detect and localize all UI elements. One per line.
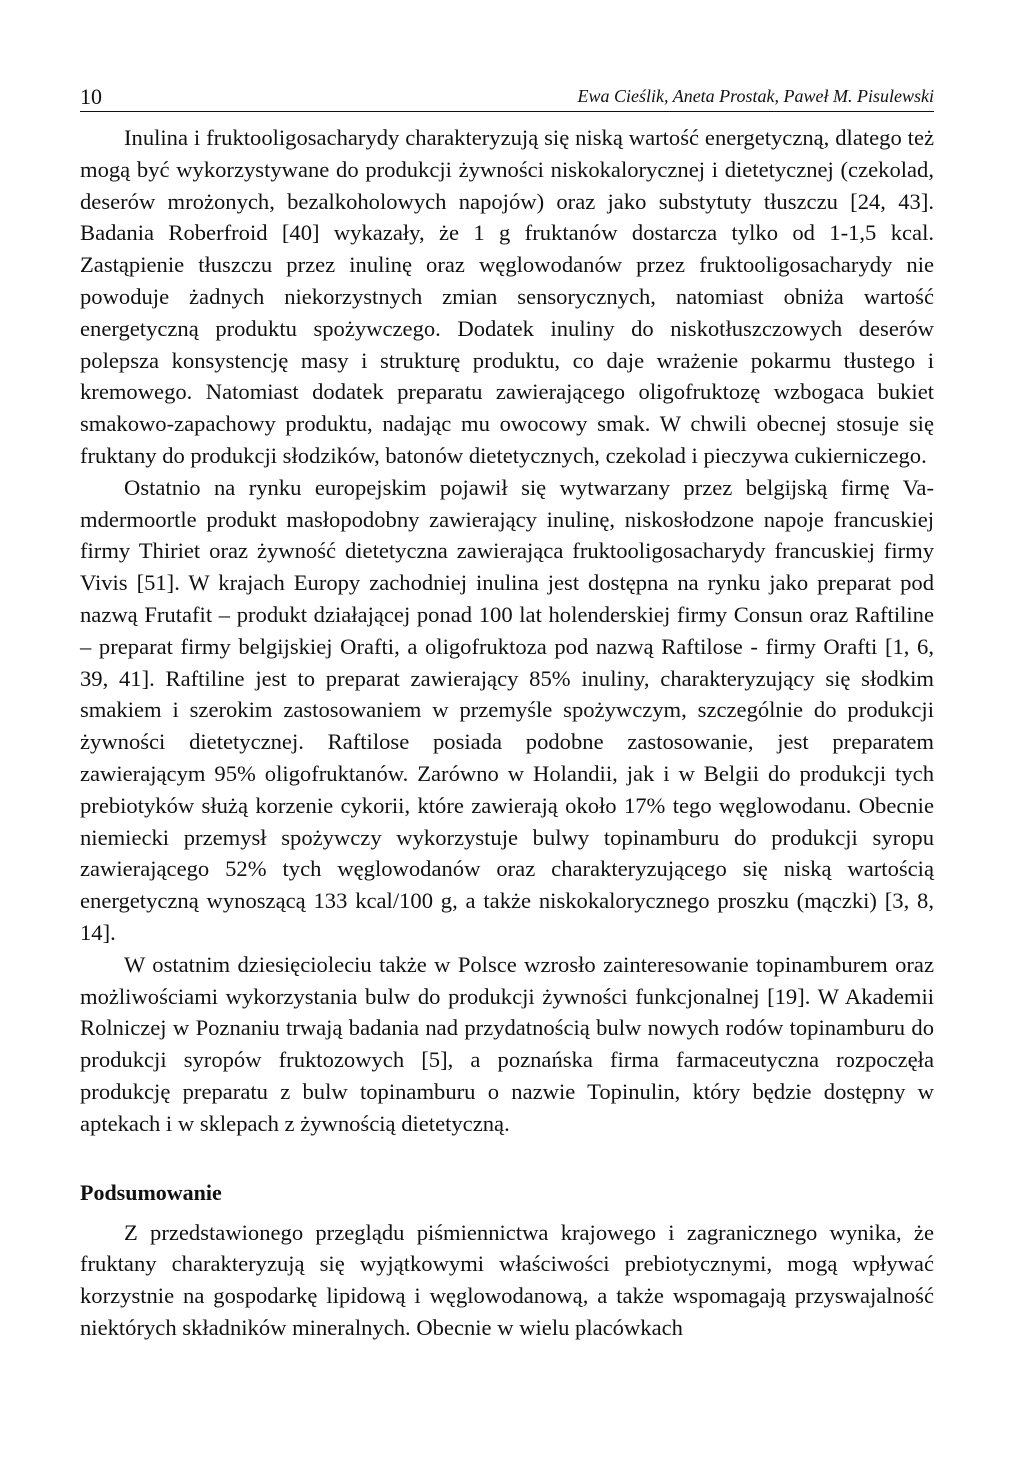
paragraph-european-market: Ostatnio na rynku europejskim pojawił się wytwarzany przez belgijską firmę Vamdermoortle produkt masłopodobny zawierający inulinę, niskosłodzone napoje francuskiej firmy Thiriet oraz żywność dietetyczna zawierająca fruktooligosacharydy francuskiej firmy Vivis [51]. W krajach Europy zachodniej inulina jest dostępna na rynku jako preparat pod nazwą Frutafit – produkt działającej ponad 100 lat holenderskiej firmy Consun oraz Raftiline – preparat firmy belgijskiej Orafti, a oligofruktoza pod nazwą Raftilose - firmy Orafti [1, 6, 39, 41]. Raftiline jest to preparat zawierający 85% inuliny, charakteryzujący się słodkim smakiem i szerokim zastosowaniem w przemyśle spożywczym, szczególnie do produkcji żywności dietetycznej. Raftilose posiada podobne zastosowanie, jest preparatem zawierającym 95% oligofruktanów. Zarówno w Holandii, jak i w Belgii do produkcji tych prebiotyków służą korzenie cykorii, które zawierają około 17% tego węglowodanu. Obecnie niemiecki przemysł spożywczy wykorzystuje bulwy topinamburu do produkcji syropu zawierającego 52% tych węglowodanów oraz charakteryzującego się niską wartością energetyczną wynoszącą 133 kcal/100 g, a także niskokalorycznego proszku (mączki) [3, 8, 14]. xyxy=(80,474,934,945)
section-heading-summary: Podsumowanie xyxy=(80,1179,222,1205)
paragraph-poland-topinambur: W ostatnim dziesięcioleciu także w Polsce wzrosło zainteresowanie topinamburem oraz możliwościami wykorzystania bulw do produkcji żywności funkcjonalnej [19]. W Akademii Rolniczej w Poznaniu trwają badania nad przydatnością bulw nowych rodów topinamburu do produkcji syropów fruktozowych [5], a poznańska firma farmaceutyczna rozpoczęła produkcję preparatu z bulw topinamburu o nazwie Topinulin, który będzie dostępny w aptekach i w sklepach z żywnością dietetyczną. xyxy=(80,951,934,1136)
paragraph-summary: Z przedstawionego przeglądu piśmiennictwa krajowego i zagranicznego wynika, że fruktany charakteryzują się wyjątkowymi właściwości prebiotycznymi, mogą wpływać korzystnie na gospodarkę lipidową i węglowodanową, a także wspomagają przyswajalność niektórych składników mineralnych. Obecnie w wielu placówkach xyxy=(80,1219,934,1340)
running-head-authors: Ewa Cieślik, Aneta Prostak, Paweł M. Pisulewski xyxy=(577,86,934,106)
paragraph-inulin-uses: Inulina i fruktooligosacharydy charakteryzują się niską wartość energetyczną, dlatego też mogą być wykorzystywane do produkcji żywności niskokalorycznej i dietetycznej (czekolad, deserów mrożonych, bezalkoholowych napojów) oraz jako substytuty tłuszczu [24, 43]. Badania Roberfroid [40] wykazały, że 1 g fruktanów dostarcza tylko od 1-1,5 kcal. Zastąpienie tłuszczu przez inulinę oraz węglowodanów przez fruktooligosacharydy nie powoduje żadnych niekorzystnych zmian sensorycznych, natomiast obniża wartość energetyczną produktu spożywczego. Dodatek inuliny do niskotłuszczowych deserów polepsza konsystencję masy i strukturę produktu, co daje wrażenie pokarmu tłustego i kremowego. Natomiast dodatek preparatu zawierającego oligofruktozę wzbogaca bukiet smakowo-zapachowy produktu, nadając mu owocowy smak. W chwili obecnej stosuje się fruktany do produkcji słodzików, batonów dietetycznych, czekolad i pieczywa cukierniczego. xyxy=(80,125,934,468)
page-number: 10 xyxy=(80,84,102,109)
header-rule xyxy=(80,111,934,112)
running-header xyxy=(80,84,934,114)
body-text xyxy=(80,122,934,1344)
